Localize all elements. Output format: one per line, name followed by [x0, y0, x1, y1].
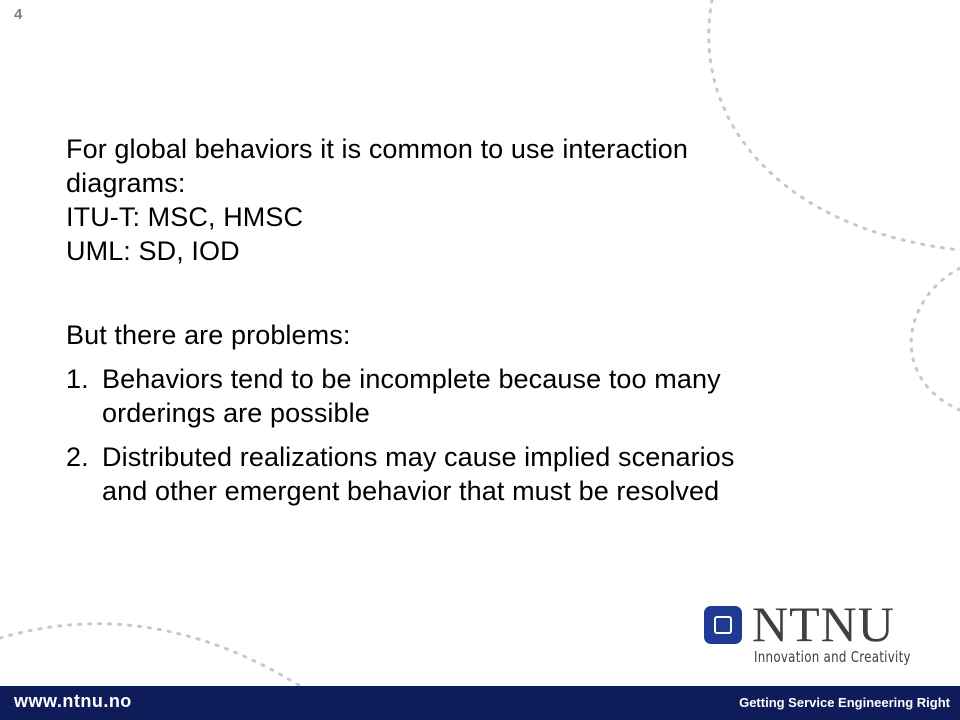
footer-presentation-title: Getting Service Engineering Right [739, 695, 950, 710]
problem-line: and other emergent behavior that must be resolved [102, 476, 720, 506]
logo-wordmark: NTNU [752, 596, 895, 652]
slide-number: 4 [14, 6, 23, 23]
ntnu-logo [704, 596, 940, 672]
intro-line: UML: SD, IOD [66, 236, 240, 266]
problem-number: 2. [66, 442, 89, 472]
intro-paragraph [66, 132, 866, 268]
intro-line: diagrams: [66, 168, 186, 198]
ntnu-logo-mark-icon [704, 606, 742, 644]
dotted-arc-bottom-left [0, 624, 300, 686]
problem-line: Distributed realizations may cause implied scenarios [102, 442, 735, 472]
slide-body [66, 132, 866, 508]
problem-item [66, 440, 866, 508]
logo-tagline: Innovation and Creativity [754, 648, 911, 666]
footer-bar [0, 686, 960, 720]
problem-item [66, 362, 866, 430]
problems-heading: But there are problems: [66, 320, 351, 350]
problem-line: orderings are possible [102, 398, 370, 428]
problem-number: 1. [66, 364, 89, 394]
dotted-arc-right [911, 268, 960, 410]
footer-url-link[interactable]: www.ntnu.no [14, 691, 132, 711]
intro-line: ITU-T: MSC, HMSC [66, 202, 304, 232]
intro-line: For global behaviors it is common to use interaction [66, 134, 688, 164]
problem-line: Behaviors tend to be incomplete because too many [102, 364, 721, 394]
